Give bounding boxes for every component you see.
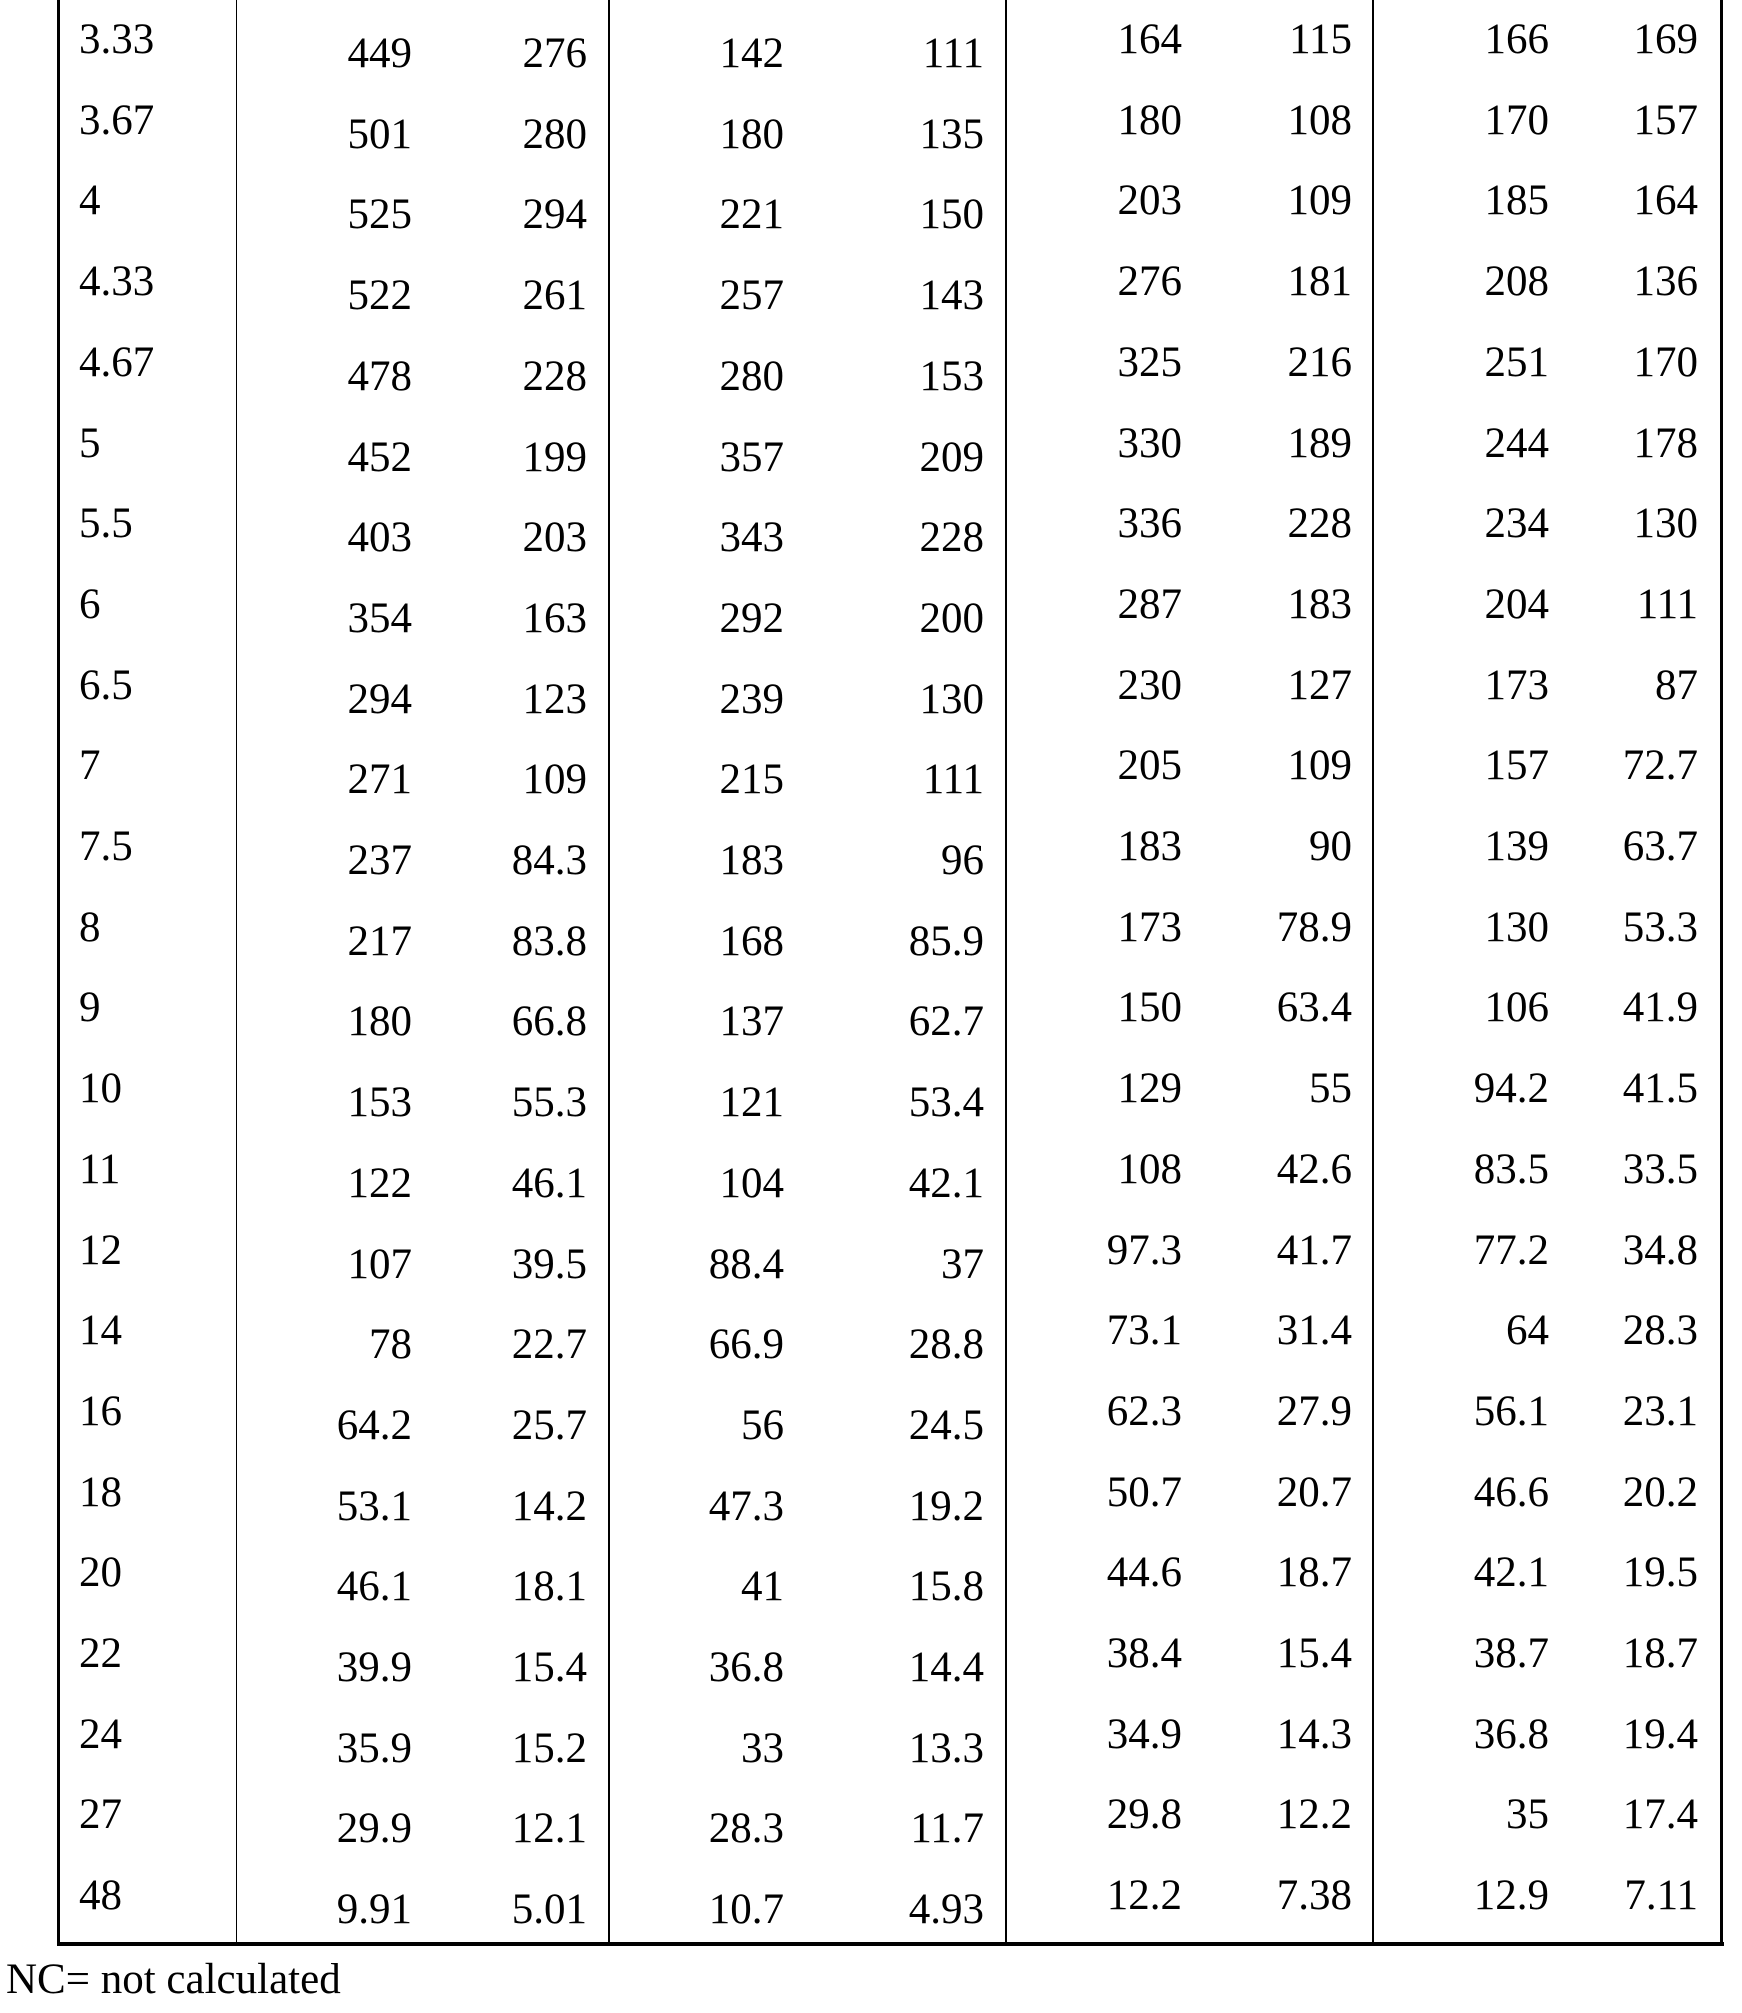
table-cell: 228 [920, 516, 985, 559]
table-cell: 130 [920, 678, 985, 721]
table-cell: 203 [1118, 179, 1183, 222]
table-cell: 244 [1485, 422, 1550, 465]
table-cell: 42.1 [909, 1162, 984, 1205]
row-label: 6.5 [79, 664, 133, 707]
table-cell: 22.7 [512, 1323, 587, 1366]
table-cell: 7.11 [1624, 1874, 1698, 1917]
table-cell: 170 [1485, 99, 1550, 142]
row-label: 5 [79, 422, 101, 465]
table-cell: 62.7 [909, 1000, 984, 1043]
table-cell: 153 [348, 1081, 413, 1124]
table-cell: 20.7 [1277, 1471, 1352, 1514]
table-cell: 164 [1118, 18, 1183, 61]
table-cell: 111 [923, 758, 984, 801]
table-cell: 208 [1485, 260, 1550, 303]
table-cell: 180 [348, 1000, 413, 1043]
table-cell: 23.1 [1623, 1390, 1698, 1433]
table-cell: 66.8 [512, 1000, 587, 1043]
table-cell: 129 [1118, 1067, 1183, 1110]
table-cell: 19.5 [1623, 1551, 1698, 1594]
table-cell: 72.7 [1623, 744, 1698, 787]
table-cell: 478 [348, 355, 413, 398]
row-label: 6 [79, 583, 101, 626]
table-border-right [1720, 0, 1723, 1946]
table-cell: 203 [523, 516, 588, 559]
table-cell: 14.4 [909, 1646, 984, 1689]
table-cell: 41.7 [1277, 1229, 1352, 1272]
table-cell: 525 [348, 193, 413, 236]
row-label: 4 [79, 179, 101, 222]
table-cell: 111 [923, 32, 984, 75]
table-cell: 97.3 [1107, 1229, 1182, 1272]
table-cell: 109 [1288, 179, 1353, 222]
table-cell: 55.3 [512, 1081, 587, 1124]
table-cell: 294 [523, 193, 588, 236]
table-cell: 276 [523, 32, 588, 75]
table-cell: 63.7 [1623, 825, 1698, 868]
table-cell: 143 [920, 274, 985, 317]
table-cell: 77.2 [1474, 1229, 1549, 1272]
table-cell: 96 [941, 839, 984, 882]
table-cell: 109 [1288, 744, 1353, 787]
table-cell: 9.91 [337, 1888, 412, 1931]
table-cell: 38.7 [1474, 1632, 1549, 1675]
table-cell: 168 [720, 920, 785, 963]
table-cell: 11.7 [910, 1807, 984, 1850]
table-cell: 27.9 [1277, 1390, 1352, 1433]
table-cell: 14.2 [512, 1485, 587, 1528]
table-cell: 87 [1655, 664, 1698, 707]
table-cell: 173 [1118, 906, 1183, 949]
table-cell: 185 [1485, 179, 1550, 222]
table-cell: 33 [741, 1727, 784, 1770]
table-cell: 209 [920, 436, 985, 479]
row-label: 4.33 [79, 260, 154, 303]
table-cell: 25.7 [512, 1404, 587, 1447]
table-cell: 276 [1118, 260, 1183, 303]
table-cell: 237 [348, 839, 413, 882]
row-label: 8 [79, 906, 101, 949]
table-cell: 41 [741, 1565, 784, 1608]
table-cell: 150 [920, 193, 985, 236]
table-cell: 90 [1309, 825, 1352, 868]
table-cell: 56 [741, 1404, 784, 1447]
table-cell: 183 [1118, 825, 1183, 868]
row-label: 24 [79, 1713, 122, 1756]
table-cell: 64.2 [337, 1404, 412, 1447]
table-cell: 41.5 [1623, 1067, 1698, 1110]
table-cell: 343 [720, 516, 785, 559]
table-cell: 230 [1118, 664, 1183, 707]
table-cell: 15.4 [1277, 1632, 1352, 1675]
table-cell: 15.2 [512, 1727, 587, 1770]
table-cell: 130 [1485, 906, 1550, 949]
table-cell: 5.01 [512, 1888, 587, 1931]
table-cell: 29.9 [337, 1807, 412, 1850]
table-cell: 325 [1118, 341, 1183, 384]
table-cell: 122 [348, 1162, 413, 1205]
table-cell: 170 [1634, 341, 1699, 384]
table-cell: 53.1 [337, 1485, 412, 1528]
column-divider [1005, 0, 1007, 1946]
table-cell: 111 [1637, 583, 1698, 626]
table-cell: 189 [1288, 422, 1353, 465]
table-cell: 150 [1118, 986, 1183, 1029]
column-divider [236, 0, 237, 1946]
table-cell: 28.8 [909, 1323, 984, 1366]
table-cell: 39.5 [512, 1243, 587, 1286]
table-cell: 183 [720, 839, 785, 882]
row-label: 7.5 [79, 825, 133, 868]
table-cell: 280 [523, 113, 588, 156]
column-divider [1372, 0, 1374, 1946]
table-cell: 330 [1118, 422, 1183, 465]
row-label: 4.67 [79, 341, 154, 384]
table-cell: 292 [720, 597, 785, 640]
table-cell: 55 [1309, 1067, 1352, 1110]
table-cell: 24.5 [909, 1404, 984, 1447]
table-cell: 42.6 [1277, 1148, 1352, 1191]
table-border-bottom [57, 1942, 1724, 1946]
table-cell: 139 [1485, 825, 1550, 868]
table-cell: 63.4 [1277, 986, 1352, 1029]
table-cell: 41.9 [1623, 986, 1698, 1029]
table-cell: 107 [348, 1243, 413, 1286]
table-cell: 34.9 [1107, 1713, 1182, 1756]
table-cell: 169 [1634, 18, 1699, 61]
row-label: 7 [79, 744, 101, 787]
table-cell: 239 [720, 678, 785, 721]
table-cell: 73.1 [1107, 1309, 1182, 1352]
table-cell: 136 [1634, 260, 1699, 303]
table-cell: 12.9 [1474, 1874, 1549, 1917]
row-label: 3.67 [79, 99, 154, 142]
table-cell: 115 [1289, 18, 1352, 61]
table-cell: 50.7 [1107, 1471, 1182, 1514]
table-cell: 123 [523, 678, 588, 721]
row-label: 48 [79, 1874, 122, 1917]
table-cell: 127 [1288, 664, 1353, 707]
row-label: 10 [79, 1067, 122, 1110]
table-cell: 357 [720, 436, 785, 479]
table-cell: 36.8 [1474, 1713, 1549, 1756]
table-cell: 205 [1118, 744, 1183, 787]
table-cell: 257 [720, 274, 785, 317]
table-cell: 12.2 [1277, 1793, 1352, 1836]
table-cell: 29.8 [1107, 1793, 1182, 1836]
table-cell: 38.4 [1107, 1632, 1182, 1675]
table-cell: 12.1 [512, 1807, 587, 1850]
table-cell: 157 [1634, 99, 1699, 142]
table-cell: 216 [1288, 341, 1353, 384]
row-label: 20 [79, 1551, 122, 1594]
table-cell: 15.4 [512, 1646, 587, 1689]
row-label: 12 [79, 1229, 122, 1272]
table-cell: 106 [1485, 986, 1550, 1029]
table-cell: 204 [1485, 583, 1550, 626]
table-cell: 53.3 [1623, 906, 1698, 949]
table-cell: 56.1 [1474, 1390, 1549, 1433]
table-cell: 35.9 [337, 1727, 412, 1770]
table-cell: 62.3 [1107, 1390, 1182, 1433]
table-cell: 17.4 [1623, 1793, 1698, 1836]
table-cell: 121 [720, 1081, 785, 1124]
table-cell: 13.3 [909, 1727, 984, 1770]
table-cell: 78.9 [1277, 906, 1352, 949]
row-label: 22 [79, 1632, 122, 1675]
table-cell: 180 [1118, 99, 1183, 142]
table-cell: 46.1 [337, 1565, 412, 1608]
table-cell: 354 [348, 597, 413, 640]
table-cell: 135 [920, 113, 985, 156]
table-cell: 53.4 [909, 1081, 984, 1124]
table-cell: 166 [1485, 18, 1550, 61]
table-cell: 66.9 [709, 1323, 784, 1366]
row-label: 27 [79, 1793, 122, 1836]
table-cell: 84.3 [512, 839, 587, 882]
table-cell: 280 [720, 355, 785, 398]
table-cell: 18.1 [512, 1565, 587, 1608]
table-cell: 157 [1485, 744, 1550, 787]
table-cell: 47.3 [709, 1485, 784, 1528]
table-cell: 137 [720, 1000, 785, 1043]
table-cell: 452 [348, 436, 413, 479]
column-divider [608, 0, 610, 1946]
table-cell: 200 [920, 597, 985, 640]
table-cell: 251 [1485, 341, 1550, 384]
table-cell: 183 [1288, 583, 1353, 626]
row-label: 9 [79, 986, 101, 1029]
table-border-left [57, 0, 60, 1946]
table-cell: 215 [720, 758, 785, 801]
table-cell: 403 [348, 516, 413, 559]
table-cell: 18.7 [1277, 1551, 1352, 1594]
table-cell: 180 [720, 113, 785, 156]
table-cell: 19.2 [909, 1485, 984, 1528]
table-cell: 108 [1288, 99, 1353, 142]
table-cell: 163 [523, 597, 588, 640]
row-label: 3.33 [79, 18, 154, 61]
table-cell: 234 [1485, 502, 1550, 545]
table-cell: 449 [348, 32, 413, 75]
table-cell: 522 [348, 274, 413, 317]
table-cell: 19.4 [1623, 1713, 1698, 1756]
table-cell: 178 [1634, 422, 1699, 465]
table-cell: 228 [1288, 502, 1353, 545]
row-label: 5.5 [79, 502, 133, 545]
table-cell: 336 [1118, 502, 1183, 545]
table-cell: 271 [348, 758, 413, 801]
table-cell: 501 [348, 113, 413, 156]
table-cell: 287 [1118, 583, 1183, 626]
table-cell: 31.4 [1277, 1309, 1352, 1352]
table-cell: 217 [348, 920, 413, 963]
table-cell: 104 [720, 1162, 785, 1205]
table-cell: 36.8 [709, 1646, 784, 1689]
table-cell: 4.93 [909, 1888, 984, 1931]
table-cell: 199 [523, 436, 588, 479]
table-cell: 28.3 [1623, 1309, 1698, 1352]
table-cell: 261 [523, 274, 588, 317]
footnote: NC= not calculated [6, 1955, 341, 2004]
table-cell: 37 [941, 1243, 984, 1286]
table-cell: 46.6 [1474, 1471, 1549, 1514]
table-cell: 109 [523, 758, 588, 801]
table-cell: 130 [1634, 502, 1699, 545]
table-cell: 83.8 [512, 920, 587, 963]
table-cell: 18.7 [1623, 1632, 1698, 1675]
table-cell: 7.38 [1277, 1874, 1352, 1917]
table-cell: 12.2 [1107, 1874, 1182, 1917]
table-cell: 15.8 [909, 1565, 984, 1608]
table-cell: 153 [920, 355, 985, 398]
table-cell: 181 [1288, 260, 1353, 303]
row-label: 16 [79, 1390, 122, 1433]
table-cell: 164 [1634, 179, 1699, 222]
table-cell: 294 [348, 678, 413, 721]
table-cell: 14.3 [1277, 1713, 1352, 1756]
row-label: 11 [79, 1148, 120, 1191]
table-cell: 88.4 [709, 1243, 784, 1286]
table-cell: 228 [523, 355, 588, 398]
table-cell: 142 [720, 32, 785, 75]
table-cell: 108 [1118, 1148, 1183, 1191]
table-cell: 39.9 [337, 1646, 412, 1689]
table-cell: 10.7 [709, 1888, 784, 1931]
table-cell: 34.8 [1623, 1229, 1698, 1272]
row-label: 14 [79, 1309, 122, 1352]
table-cell: 221 [720, 193, 785, 236]
table-cell: 42.1 [1474, 1551, 1549, 1594]
table-cell: 64 [1506, 1309, 1549, 1352]
table-cell: 33.5 [1623, 1148, 1698, 1191]
table-cell: 94.2 [1474, 1067, 1549, 1110]
table-cell: 35 [1506, 1793, 1549, 1836]
row-label: 18 [79, 1471, 122, 1514]
table-cell: 28.3 [709, 1807, 784, 1850]
table-cell: 46.1 [512, 1162, 587, 1205]
table-cell: 173 [1485, 664, 1550, 707]
table-cell: 44.6 [1107, 1551, 1182, 1594]
table-cell: 85.9 [909, 920, 984, 963]
table-cell: 83.5 [1474, 1148, 1549, 1191]
table-cell: 20.2 [1623, 1471, 1698, 1514]
table-cell: 78 [369, 1323, 412, 1366]
